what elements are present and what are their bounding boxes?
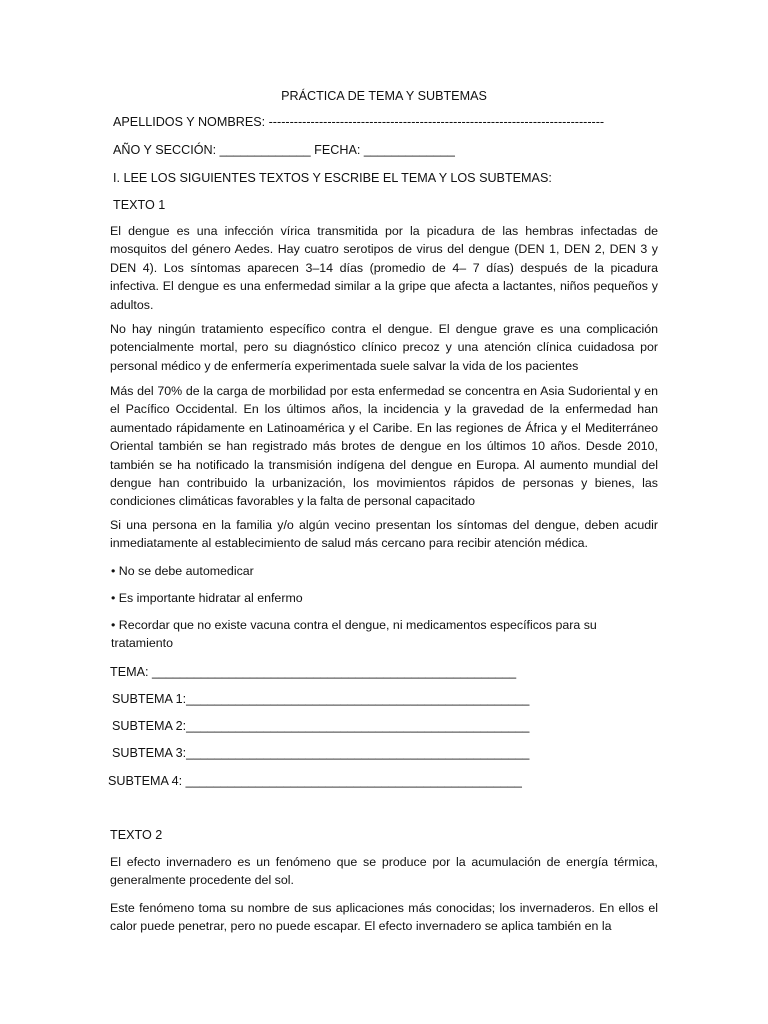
bullet-item-2: • Es importante hidratar al enfermo — [111, 591, 303, 605]
subtema-2-answer-line: SUBTEMA 2:_________________________________________________ — [112, 719, 530, 733]
section-date-field-line: AÑO Y SECCIÓN: _____________ FECHA: _____________ — [113, 143, 455, 157]
text1-paragraph-4: Si una persona en la familia y/o algún vecino presentan los síntomas del dengue, deben acudir inmediatamente al establecimiento de salud más cercano para recibir atención médica. — [110, 518, 658, 551]
subtema-4-answer-line: SUBTEMA 4: ________________________________________________ — [108, 774, 522, 788]
bullet-item-1: • No se debe automedicar — [111, 564, 254, 578]
page-title: PRÁCTICA DE TEMA Y SUBTEMAS — [281, 89, 487, 103]
text2-heading: TEXTO 2 — [110, 828, 163, 842]
tema-answer-line: TEMA: ____________________________________________________ — [110, 665, 517, 679]
subtema-1-answer-line: SUBTEMA 1:_________________________________________________ — [112, 692, 530, 706]
text2-paragraph-1: El efecto invernadero es un fenómeno que se produce por la acumulación de energía térmica, generalmente procedente del sol. — [110, 855, 658, 888]
text1-heading: TEXTO 1 — [113, 198, 166, 212]
text1-paragraph-1: El dengue es una infección vírica transmitida por la picadura de las hembras infectadas de mosquitos del género Aedes. Hay cuatro serotipos de virus del dengue (DEN 1, DEN 2, DEN 3 y DEN 4). Los síntomas aparecen 3–14 días (promedio de 4– 7 días) después de la picadura infectiva. El dengue es una enfermedad similar a la gripe que afecta a lactantes, niños pequeños y adultos. — [110, 224, 658, 312]
text1-paragraph-3: Más del 70% de la carga de morbilidad por esta enfermedad se concentra en Asia Sudoriental y en el Pacífico Occidental. En los últimos años, la incidencia y la gravedad de la enfermedad han aumentado rápidamente en Latinoamérica y el Caribe. En las regiones de África y el Mediterráneo Oriental también se han registrado más brotes de dengue en los últimos 10 años. Desde 2010, también se ha notificado la transmisión indígena del dengue en Europa. Al aumento mundial del dengue han contribuido la urbanización, los movimientos rápidos de personas y bienes, las condiciones climáticas favorables y la falta de personal capacitado — [110, 384, 658, 509]
subtema-3-answer-line: SUBTEMA 3:_________________________________________________ — [112, 746, 530, 760]
names-field-line: APELLIDOS Y NOMBRES: -------------------------------------------------------------------------------- — [113, 115, 605, 129]
text2-paragraph-2: Este fenómeno toma su nombre de sus aplicaciones más conocidas; los invernaderos. En ellos el calor puede penetrar, pero no puede escapar. El efecto invernadero se aplica también en la — [110, 901, 658, 934]
instruction-heading: I. LEE LOS SIGUIENTES TEXTOS Y ESCRIBE EL TEMA Y LOS SUBTEMAS: — [113, 171, 552, 185]
bullet-item-3: • Recordar que no existe vacuna contra el dengue, ni medicamentos específicos para su tratamiento — [111, 618, 597, 651]
text1-paragraph-2: No hay ningún tratamiento específico contra el dengue. El dengue grave es una complicación potencialmente mortal, pero su diagnóstico clínico precoz y una atención clínica cuidadosa por personal médico y de enfermería experimentada suele salvar la vida de los pacientes — [110, 322, 658, 373]
